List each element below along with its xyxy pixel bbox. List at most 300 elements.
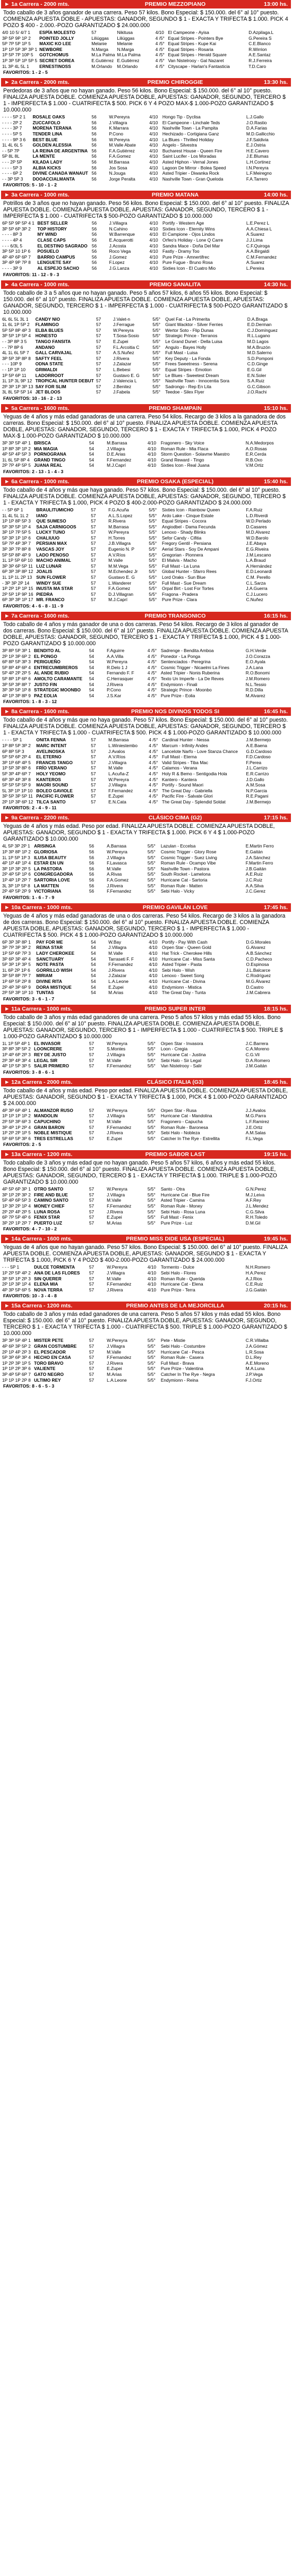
runner-trainer: F.A.Tarrero xyxy=(246,176,268,182)
runner-pedigree: The Great Day - Gabriella xyxy=(162,788,212,793)
table-row xyxy=(1,843,291,849)
runner-horse: HOLY YEOMO xyxy=(36,771,66,776)
runner-jockey: W.Pereyra xyxy=(107,1040,127,1046)
runner-horse: WINDY SUE xyxy=(36,580,62,586)
runner-weight: 54 xyxy=(89,675,95,681)
runner-horse: EL ETERNO xyxy=(36,754,62,760)
runner-distance: 4/10 xyxy=(149,967,158,973)
runner-horse: CAPUCHINO xyxy=(34,1118,61,1124)
runner-trainer: F.Perea xyxy=(246,759,262,765)
runner-weight: 57 xyxy=(91,754,96,760)
runner-form: 2P 4P 3P 6P 9 xyxy=(2,984,31,990)
runner-jockey: W.Pereyra xyxy=(107,1264,127,1270)
table-row xyxy=(1,990,291,996)
runner-distance: 5/5° xyxy=(147,1338,156,1343)
table-row xyxy=(1,737,291,743)
runners-table xyxy=(1,1041,291,1069)
runner-distance: 5/5° xyxy=(147,1107,156,1113)
runner-form: 3P 3P 7P 8P 8 xyxy=(2,546,31,552)
runner-weight: 57 xyxy=(91,782,96,788)
runner-jockey: J.Villagra xyxy=(108,759,127,765)
runner-form: 5P 3P 6P 3P 4 xyxy=(2,1355,31,1360)
runner-weight: 57 xyxy=(91,597,96,603)
runner-trainer: C.M.Fernandez xyxy=(246,254,277,260)
runner-trainer: J.B.Gaitán xyxy=(245,866,267,871)
runner-trainer: A.J.Rios xyxy=(245,1276,262,1281)
runner-trainer: C.J.Domínguez xyxy=(247,327,278,333)
runner-weight: 54 xyxy=(89,687,95,693)
runner-pedigree: Portify - Sound Maori xyxy=(162,782,203,788)
runner-trainer: H.E.Cavero xyxy=(246,148,269,153)
runner-form: - - 5P 7P xyxy=(2,148,20,153)
runner-horse: AMOLTO CARAMANTE xyxy=(34,675,82,681)
runner-jockey: J.Fabela xyxy=(113,389,130,395)
runner-form: - - 1P 1P 10 xyxy=(2,366,25,372)
runner-weight: 56 xyxy=(91,136,97,142)
runner-distance: 5/5° xyxy=(147,1197,156,1203)
runner-form: - - - - 3P 9 xyxy=(2,266,22,271)
runner-pedigree: Cosmic Trigger - Nicaelmi La Fines xyxy=(160,664,229,670)
table-row xyxy=(1,47,291,53)
runner-distance: 5/5° xyxy=(147,843,156,849)
table-row xyxy=(1,558,291,563)
race-name: PREMIO SUPER INTER xyxy=(144,1005,206,1012)
table-row xyxy=(1,1046,291,1052)
runner-form: 3P 5P 3P 5P 11 xyxy=(2,793,33,799)
runner-weight: 57 xyxy=(89,1203,95,1209)
runner-form: 1L 1P 5P 6P 10 xyxy=(2,558,33,563)
runner-distance: 4/10 xyxy=(147,1281,157,1287)
runner-pedigree: Giant Wacktor - Silver Ferries xyxy=(165,322,223,328)
runner-trainer: L.Pereira xyxy=(246,266,264,271)
race-time: 14:00 hs. xyxy=(264,192,288,199)
race-block xyxy=(0,1235,292,1302)
runner-weight: 57 xyxy=(89,1360,95,1366)
runner-weight: 54 xyxy=(91,990,96,996)
runner-jockey: F.L.Arcoitia C xyxy=(113,344,140,350)
runner-horse: NOTE PASTA xyxy=(36,962,64,968)
runner-trainer: J.C.Gerez xyxy=(245,888,266,894)
race-conditions: Todo caballo de 4 años y más que haya ganado. Peso 57 kilos. Bono Especial: $ 150.000. del 6° al 10° puesto. FINALIZA APUESTA DOBLE. COMIENZA APUESTA DOBLE, APUESTAS: GANADOR, SEGUNDO, TERCERO $ 1 - EXACTA Y TRIFECTA $ 1.000, PICK 4 POZO $ 400-2.000-POZO GARANTIZADO $ 24.000.000 xyxy=(3,486,286,506)
runner-trainer: J.A.Guerra xyxy=(246,586,268,592)
runner-jockey: M.Valle xyxy=(108,765,123,771)
runner-pedigree: Pure Prize - Amnertifrec xyxy=(162,254,210,260)
runner-pedigree: Wertor Soto - Flip Dunas xyxy=(165,327,214,333)
runner-horse: VASCAS JOY xyxy=(36,546,65,552)
runner-trainer: J.O.Corazza xyxy=(245,653,270,659)
runner-distance: 5/5° xyxy=(149,507,157,512)
runner-distance: 4 /5° xyxy=(149,759,158,765)
runner-pedigree: Aerial Stars - Soy De Ampani xyxy=(162,546,219,552)
runner-trainer: E.Gaitán xyxy=(245,849,263,855)
runner-weight: 56 xyxy=(89,860,95,866)
runner-distance: 4/10 xyxy=(149,266,158,271)
race-time: 19:15 hs. xyxy=(264,1151,288,1158)
runner-pedigree: Hurricane Cat - Elena xyxy=(160,1281,203,1287)
runner-pedigree: Fregory Gentil - Persiana xyxy=(162,541,211,546)
table-row xyxy=(1,440,291,446)
runner-distance: 5/5° xyxy=(149,586,157,592)
runner-trainer: J.M.Romero xyxy=(245,675,270,681)
runner-distance: 5/5° xyxy=(147,1377,156,1383)
runner-trainer: A.A.Chiesa L xyxy=(246,226,272,232)
runner-distance: 4 /5° xyxy=(147,675,157,681)
runner-form: 1P 2P 5P 4P 2 xyxy=(2,1270,31,1276)
runner-distance: 4 /5° xyxy=(149,754,158,760)
runner-horse: PORNOGRANA xyxy=(34,451,66,457)
runner-distance: 4/10 xyxy=(147,451,157,457)
runner-pedigree: Holy R & Bemo - Sentigodia Hola xyxy=(162,771,227,776)
runner-trainer: E.G.Riveira xyxy=(246,546,269,552)
runner-form: 3L 8L 5P 5P 14 xyxy=(2,389,32,395)
runner-jockey: J.Villagra xyxy=(108,782,127,788)
table-row xyxy=(1,1214,291,1220)
runner-pedigree: Hurricane Cat - Divina xyxy=(162,978,205,984)
table-row xyxy=(1,322,291,328)
runner-pedigree: Catcher In The Rye - Negra xyxy=(160,1371,215,1377)
runner-distance: 4/10 xyxy=(149,945,158,951)
runner-form: 4/0 10 5/ 4/7 1 xyxy=(2,30,31,35)
runner-trainer: C.G.Silva xyxy=(245,1209,264,1214)
runner-pedigree: Endymionn - Finali xyxy=(160,681,197,687)
runner-horse: DULCE TORMENTA xyxy=(34,1264,75,1270)
runner-distance: 5/5° xyxy=(147,1113,156,1119)
runner-horse: CLASE CAPS xyxy=(37,237,66,243)
runner-pedigree: Hechizado - Cortigiana Ganz xyxy=(162,131,219,136)
runner-pedigree: Orfeo's Holiday - Lone Q Carre xyxy=(162,237,224,243)
table-row xyxy=(1,676,291,682)
runner-distance: 4/10 xyxy=(149,990,158,996)
runner-distance: 4/10 xyxy=(149,142,158,148)
runner-distance: 5/5° xyxy=(147,866,156,871)
runner-jockey: A.V.Ríos xyxy=(108,552,126,558)
runner-trainer: W.D.Barolo xyxy=(246,535,269,541)
race-favorites: FAVORITOS: 10 - 3 - 4 - 8 xyxy=(3,1293,57,1299)
runner-distance: 5/5° xyxy=(147,1209,156,1214)
runner-trainer: N.H.Romero xyxy=(245,1264,270,1270)
runner-form: 6P 3P 3P 8P 12 xyxy=(2,569,33,575)
runner-weight: 57 xyxy=(91,765,96,771)
runner-horse: MORENA TERANA xyxy=(32,125,72,131)
table-row xyxy=(1,513,291,519)
runner-distance: 4/10 xyxy=(149,260,158,266)
runner-pedigree: Pete - Mistie xyxy=(160,1338,185,1343)
table-row xyxy=(1,743,291,749)
runner-weight: Liliúggas xyxy=(91,35,109,41)
runner-form: 5L 3P 1P 1P 10 xyxy=(2,788,33,793)
runner-jockey: F.Fernandez xyxy=(107,457,132,463)
runner-pedigree: Global Hunter - Sfarro Rees xyxy=(162,569,217,575)
race-block xyxy=(0,707,292,814)
runner-pedigree: Orpen Star - Rusa xyxy=(160,1107,197,1113)
runner-horse: NOVA TERRA xyxy=(34,1287,63,1293)
runner-trainer: S.A.Ruiz xyxy=(247,378,264,384)
runner-horse: TROPICAL HUNTER DEBUT xyxy=(35,378,94,384)
table-row xyxy=(1,849,291,855)
runner-form: 4P 3P 5P 6P 5 xyxy=(2,1287,31,1293)
runner-trainer: N.P.Garcia xyxy=(246,788,268,793)
runner-weight: 57 xyxy=(96,361,101,367)
runner-jockey: D.E.Arias xyxy=(107,451,126,457)
runner-horse: TUNTAS xyxy=(36,990,54,996)
table-row xyxy=(1,1063,291,1069)
runner-horse: LADY CHEROKEE xyxy=(36,951,75,956)
runner-distance: 4/10 xyxy=(155,30,164,35)
runner-weight: 57 xyxy=(91,742,96,748)
runner-horse: NOBLE MISTIQUE xyxy=(34,1130,72,1136)
table-row xyxy=(1,793,291,799)
runner-jockey: J.Rivera xyxy=(107,1287,123,1293)
runner-horse: MAXIC KO LEE xyxy=(39,41,72,47)
runner-pedigree: Key Deputy - La Fonda xyxy=(165,355,211,361)
runner-weight: 57 xyxy=(91,30,97,35)
runner-form: 6P 5P 9P 5P 4 1 xyxy=(2,220,35,226)
runner-jockey: J.Rivera xyxy=(107,1360,123,1366)
runner-trainer: J.A.Lana xyxy=(245,664,263,670)
runner-distance: 4 /5° xyxy=(147,664,157,670)
runner-weight: 56 xyxy=(89,871,95,877)
table-row xyxy=(1,384,291,390)
runner-horse: KANTEROS xyxy=(36,776,61,782)
runner-horse: REINA STAR xyxy=(36,945,63,951)
runner-trainer: E.D.Leonardi xyxy=(246,569,272,575)
runner-horse: AVELINOSKA xyxy=(36,748,65,754)
runner-form: 3P 3P 6P 5P 11 xyxy=(2,563,33,569)
runner-trainer: C.F.Quiroga xyxy=(246,243,270,249)
table-row xyxy=(1,237,291,243)
runner-horse: FRANCIS TANGO xyxy=(36,759,73,765)
runner-pedigree: Sebi Halo - Costumbre xyxy=(160,1343,205,1349)
race-time: 20:15 hs. xyxy=(264,1303,288,1310)
runner-trainer: J.L.Balcarce xyxy=(246,967,271,973)
runner-horse: AL ANDE RUBIO xyxy=(34,670,69,676)
runner-jockey: H.Torres xyxy=(108,535,125,541)
race-name: CLÁSICO CIMA (G2) xyxy=(148,815,202,821)
table-row xyxy=(1,36,291,41)
runner-horse: LENGUETE SAY xyxy=(37,260,72,266)
runner-weight: 57 xyxy=(89,1264,95,1270)
runner-weight: 57 xyxy=(91,793,96,799)
race-block xyxy=(0,191,292,280)
race-favorites: FAVORITOS: 1 - 2 - 5 xyxy=(3,70,48,75)
runner-pedigree: Sixties Icon - Real Juana xyxy=(160,463,210,468)
runner-horse: SARTORIA LOVE xyxy=(34,877,70,883)
runner-trainer: C.D.Pacheco xyxy=(246,956,272,962)
table-row xyxy=(1,670,291,676)
table-row xyxy=(1,249,291,254)
runner-distance: 5/5° xyxy=(152,389,161,395)
runner-distance: 5/5° xyxy=(149,552,157,558)
runner-weight: 56 xyxy=(89,854,95,860)
race-name: PREMIO SANALITA xyxy=(149,281,201,288)
runner-weight: 57 xyxy=(89,1197,95,1203)
runner-jockey: W.Pereyra xyxy=(107,849,127,855)
runner-trainer: V.M.Ortiz xyxy=(245,463,264,468)
runner-form: 3P 1P 6P 4P 5 xyxy=(2,759,31,765)
runner-horse: BEST BLUE xyxy=(32,136,58,142)
table-row xyxy=(1,1276,291,1282)
runner-trainer: O.Espinosa xyxy=(246,962,269,968)
runner-trainer: A.E.Baena xyxy=(246,742,268,748)
table-row xyxy=(1,575,291,580)
runners-table xyxy=(1,737,291,805)
runner-trainer: J.L.Carrizo xyxy=(246,765,268,771)
runner-distance: 4 /5° xyxy=(155,41,165,47)
runner-horse: HECHO EN CASA xyxy=(34,1355,71,1360)
runner-form: 1P 8P 5P 3P 2 xyxy=(2,742,31,748)
runner-form: 5P 5P 5P 5P 9 xyxy=(2,782,31,788)
runner-distance: 4 /5° xyxy=(149,799,158,805)
runner-weight: 54 xyxy=(91,956,96,962)
runner-weight: 54 xyxy=(89,457,95,463)
runner-distance: 4/10 xyxy=(149,153,158,159)
runner-distance: 4/10 xyxy=(149,978,158,984)
runner-horse: LADORROOT xyxy=(35,372,64,378)
runner-weight: 57 xyxy=(89,1276,95,1281)
runner-pedigree: Fastly - Dramy Too xyxy=(162,249,200,254)
runner-form: - - 3P 5P 3 xyxy=(2,176,23,182)
runner-horse: PERSIAN MAX xyxy=(36,541,67,546)
runner-trainer: N.A.Medorpos xyxy=(245,440,274,446)
runner-jockey: J.Ferrague xyxy=(113,322,135,328)
runner-distance: 5/5° xyxy=(147,1186,156,1192)
runner-distance: 5/5° xyxy=(152,350,161,356)
runner-form: 1P 6P 5P 2P 8 xyxy=(2,978,31,984)
runner-pedigree: Pure Prize - Terra xyxy=(160,1287,195,1293)
runner-weight: 56 xyxy=(89,866,95,871)
runner-pedigree: Nashville Town - Innocentia Sora xyxy=(165,378,229,384)
race-number: ► 10a Carrera - 1000 mts. xyxy=(4,904,73,911)
race-header xyxy=(1,1302,291,1310)
runner-trainer: M.A.Bruzón xyxy=(247,344,271,350)
runner-trainer: C.J.Lucero xyxy=(246,591,268,597)
runner-jockey: N.Cahino xyxy=(109,226,128,232)
runner-pedigree: Cosmic Trigger - Glory Rose xyxy=(160,849,217,855)
runner-form: 1P 1P 5P 3P 3P 1 xyxy=(2,46,38,52)
runner-trainer: R.B.Oxo xyxy=(245,457,263,463)
runner-form: 4L 1L 6L 5P 7 xyxy=(2,350,29,356)
table-row xyxy=(1,254,291,260)
runner-trainer: L.F.Meiregno xyxy=(246,170,272,176)
table-row xyxy=(1,580,291,586)
runner-weight: 57 xyxy=(96,327,101,333)
runner-trainer: R.O.Bonomi xyxy=(245,670,270,676)
table-row xyxy=(1,1052,291,1058)
runner-form: - - 3P 8P 3 5 xyxy=(2,339,27,344)
race-header xyxy=(1,903,291,912)
runner-trainer: E.O.Ayala xyxy=(245,659,265,665)
runner-horse: POSUELO xyxy=(37,249,59,254)
runners-table xyxy=(1,507,291,603)
runner-horse: EL PESCADOR xyxy=(34,1349,66,1355)
runner-jockey: F.Lopez xyxy=(109,260,125,266)
runner-jockey: F.Fernandez xyxy=(107,888,132,894)
runner-horse: GRAND TINGO xyxy=(34,457,66,463)
runner-jockey: M.Orlando xyxy=(117,63,138,69)
runner-jockey: M.J.Caprí xyxy=(107,463,126,468)
runner-jockey: J.G.Lanza xyxy=(109,266,130,271)
runner-distance: 4/10 xyxy=(149,148,158,153)
runner-form: - - - 6/3L 5 xyxy=(2,243,22,249)
runner-form: 1P 1P 8P 5P 3 xyxy=(2,518,31,524)
runner-horse: PIEDRA xyxy=(36,591,53,597)
runner-jockey: P.Cono xyxy=(107,687,121,693)
runner-pedigree: Asted Tripier - Diwanka Rock xyxy=(162,170,219,176)
runner-pedigree: Sebi Halo - Nobleza xyxy=(160,1130,200,1136)
runner-form: 5P 6P 5P 3P 6 xyxy=(2,1135,31,1141)
runner-horse: MARC INTENT xyxy=(36,742,67,748)
runner-trainer: M.D.Alvarez xyxy=(246,529,270,535)
runner-form: 4P 1P 5P 3P 5 xyxy=(2,1063,31,1069)
runner-horse: EL DESTINO SAGRADO xyxy=(37,243,88,249)
race-number: ► 6a Carrera - 1000 mts. xyxy=(4,478,70,485)
runner-horse: LA MENTE xyxy=(32,153,55,159)
runner-form: 2P 5P 3P 1P 10 xyxy=(2,990,33,996)
runner-distance: 5/5° xyxy=(152,327,161,333)
table-row xyxy=(1,883,291,889)
runner-horse: ELBA BLUES xyxy=(35,327,64,333)
runner-pedigree: Calamos - Verana xyxy=(162,765,197,771)
runner-horse: GRIMALDI xyxy=(35,366,57,372)
table-row xyxy=(1,1377,291,1383)
table-row xyxy=(1,373,291,379)
runner-trainer: J.C.Ruiz xyxy=(245,877,263,883)
runner-jockey: J.Acosta xyxy=(109,243,126,249)
runner-weight: 56 xyxy=(89,843,95,849)
runner-form: 3P 6P 3P 4P 4 xyxy=(2,956,31,962)
runner-form: - - - - 5P 5 xyxy=(2,131,22,136)
runner-trainer: G.C.Gibson xyxy=(247,383,271,389)
runner-distance: 4/10 xyxy=(149,962,158,968)
runner-form: 1P 5P 3P 8P 6 xyxy=(2,765,31,771)
runner-trainer: A.Suarez xyxy=(246,260,265,266)
runner-pedigree: Gregorian - Pionnera xyxy=(162,552,203,558)
runner-pedigree: Angelo - Silvestra xyxy=(162,142,197,148)
runner-weight: 57 xyxy=(96,378,101,384)
runner-distance: 4/10 xyxy=(147,1276,157,1281)
runner-form: 1L 6P 2P 1P 6 xyxy=(2,967,30,973)
runner-distance: 5/5° xyxy=(147,1118,156,1124)
runner-jockey: J.Villagra xyxy=(109,119,127,125)
runner-weight: 57 xyxy=(91,748,96,754)
runner-jockey: M.Valle xyxy=(108,951,123,956)
race-block xyxy=(0,814,292,903)
runner-jockey: J.Villagra xyxy=(107,1343,125,1349)
table-row xyxy=(1,328,291,333)
table-row xyxy=(1,968,291,973)
runner-pedigree: Roman Rule - Casera xyxy=(160,1355,204,1360)
runner-trainer: C.G.Vil xyxy=(245,1051,260,1057)
runner-trainer: M.D.Lagos xyxy=(247,339,269,344)
runner-weight: 54 xyxy=(89,681,95,687)
runner-distance: 5/5° xyxy=(147,1214,156,1220)
runner-weight: 56 xyxy=(89,849,95,855)
runner-weight: 57 xyxy=(91,558,96,563)
runner-jockey: M.Valle xyxy=(107,1349,122,1355)
runner-horse: EL PONGO xyxy=(34,653,57,659)
runner-weight: 57 xyxy=(96,389,101,395)
runner-horse: MAORI SOUND xyxy=(36,782,68,788)
runner-form: 5P 5P 6P 2P 4 xyxy=(2,754,31,760)
runner-form: 5P 3P 4P 6P 7 xyxy=(2,771,31,776)
runner-jockey: K.Marrara xyxy=(109,125,129,131)
runner-form: 1P 1P 2P 3P 6 xyxy=(2,1366,31,1372)
runner-pedigree: Ardo Lake - Cinque Estate xyxy=(162,512,214,518)
runner-horse: LADO PENOSO xyxy=(36,552,69,558)
table-row xyxy=(1,665,291,671)
runner-pedigree: Hurricane Cat - Sartoria xyxy=(160,877,208,883)
runner-trainer: C.D.Ginge xyxy=(247,361,268,367)
